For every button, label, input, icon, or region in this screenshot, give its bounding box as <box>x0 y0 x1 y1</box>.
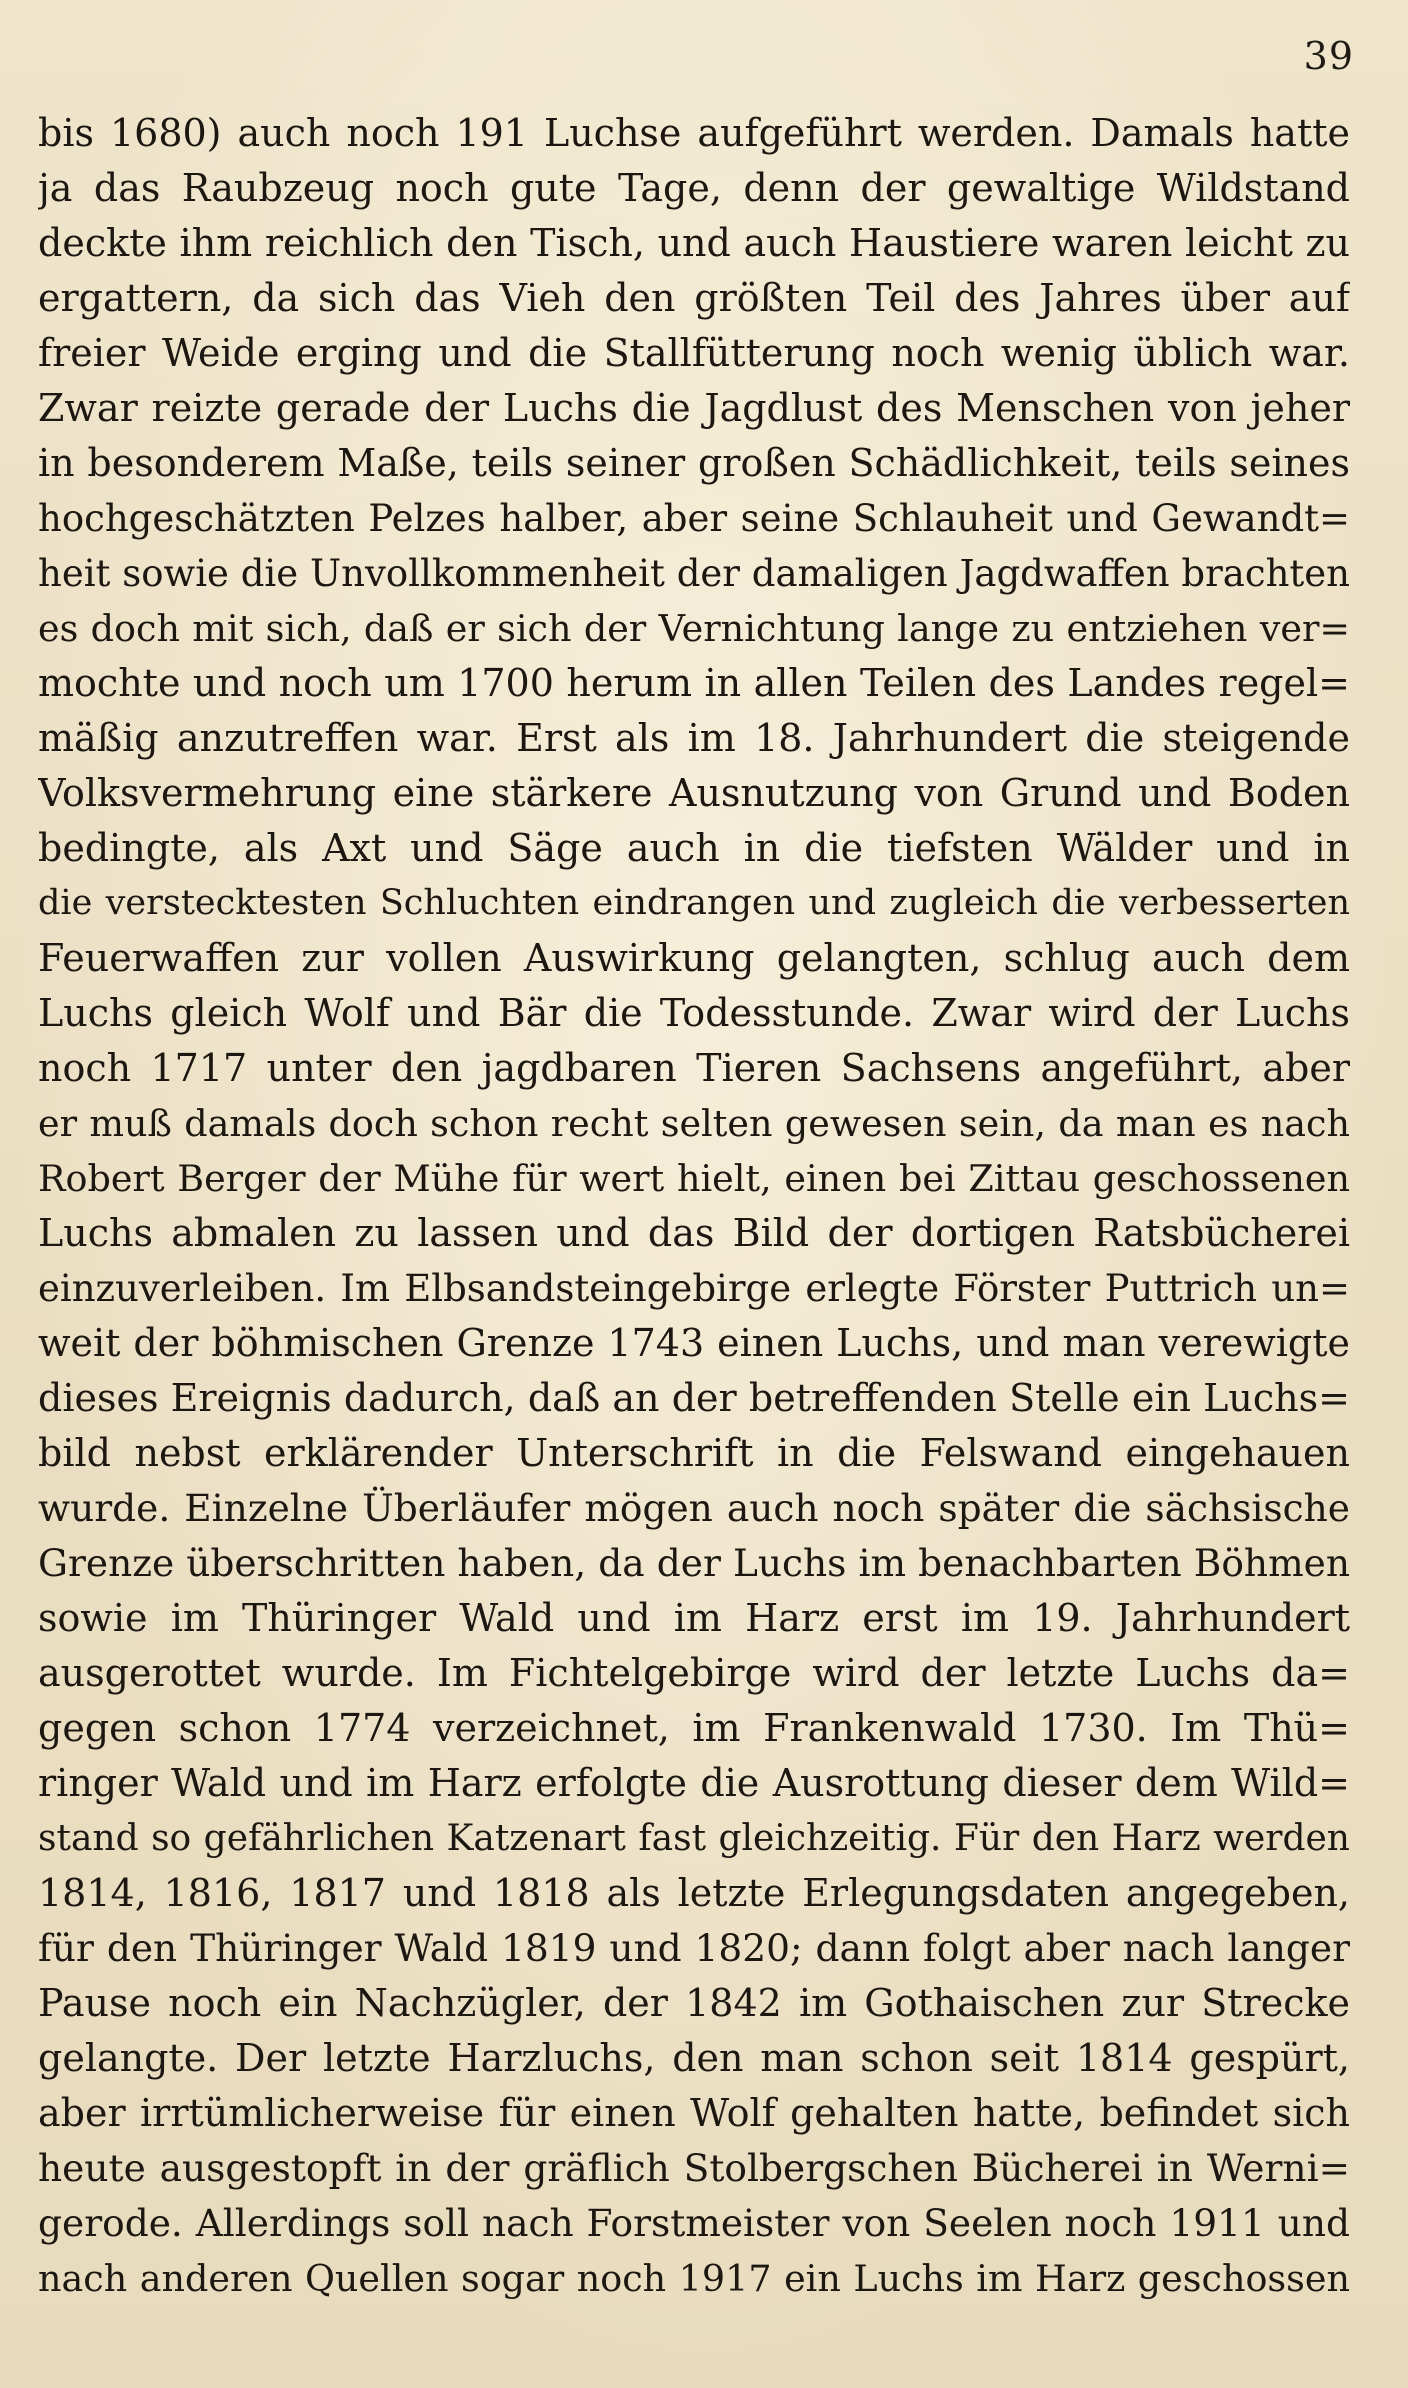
text-line: bedingte, als Axt und Säge auch in die tiefsten Wälder und in <box>38 826 1350 870</box>
text-line: noch 1717 unter den jagdbaren Tieren Sachsens angeführt, aber <box>38 1046 1350 1090</box>
text-line: in besonderem Maße, teils seiner großen Schädlichkeit, teils seines <box>38 441 1350 485</box>
text-line: Zwar reizte gerade der Luchs die Jagdlust des Menschen von jeher <box>38 386 1350 430</box>
text-line: er muß damals doch schon recht selten gewesen sein, da man es nach <box>38 1102 1350 1145</box>
text-line: bild nebst erklärender Unterschrift in die Felswand eingehauen <box>38 1431 1350 1475</box>
text-line: Feuerwaffen zur vollen Auswirkung gelangten, schlug auch dem <box>38 936 1350 980</box>
text-line: 1814, 1816, 1817 und 1818 als letzte Erlegungsdaten angegeben, <box>38 1871 1350 1915</box>
text-line: mochte und noch um 1700 herum in allen Teilen des Landes regel= <box>38 661 1350 705</box>
text-line: ja das Raubzeug noch gute Tage, denn der gewaltige Wildstand <box>38 166 1350 210</box>
text-line: weit der böhmischen Grenze 1743 einen Luchs, und man verewigte <box>38 1321 1350 1365</box>
page-number: 39 <box>1303 34 1354 78</box>
text-line: bis 1680) auch noch 191 Luchse aufgeführt werden. Damals hatte <box>38 111 1350 155</box>
text-line: deckte ihm reichlich den Tisch, und auch Haustiere waren leicht zu <box>38 221 1350 265</box>
text-line: für den Thüringer Wald 1819 und 1820; dann folgt aber nach langer <box>38 1926 1350 1970</box>
text-line: gerode. Allerdings soll nach Forstmeister von Seelen noch 1911 und <box>38 2201 1350 2245</box>
text-line: die verstecktesten Schluchten eindrangen und zugleich die verbesserten <box>38 883 1350 923</box>
text-line: Pause noch ein Nachzügler, der 1842 im Gothaischen zur Strecke <box>38 1981 1350 2025</box>
text-line: heute ausgestopft in der gräflich Stolbergschen Bücherei in Werni= <box>38 2146 1350 2190</box>
text-line: gelangte. Der letzte Harzluchs, den man schon seit 1814 gespürt, <box>38 2036 1350 2080</box>
text-line: stand so gefährlichen Katzenart fast gleichzeitig. Für den Harz werden <box>38 1818 1350 1859</box>
text-line: einzuverleiben. Im Elbsandsteingebirge erlegte Förster Puttrich un= <box>38 1267 1350 1310</box>
text-line: Grenze überschritten haben, da der Luchs im benachbarten Böhmen <box>38 1541 1350 1585</box>
text-line: Luchs gleich Wolf und Bär die Todesstunde. Zwar wird der Luchs <box>38 991 1350 1035</box>
text-line: mäßig anzutreffen war. Erst als im 18. Jahrhundert die steigende <box>38 716 1350 760</box>
text-line: Volksvermehrung eine stärkere Ausnutzung von Grund und Boden <box>38 771 1350 815</box>
text-line: Luchs abmalen zu lassen und das Bild der dortigen Ratsbücherei <box>38 1211 1350 1255</box>
text-line: sowie im Thüringer Wald und im Harz erst im 19. Jahrhundert <box>38 1596 1350 1640</box>
text-line: ergattern, da sich das Vieh den größten Teil des Jahres über auf <box>38 276 1350 320</box>
text-line: aber irrtümlicherweise für einen Wolf gehalten hatte, befindet sich <box>38 2091 1350 2135</box>
text-line: freier Weide erging und die Stallfütterung noch wenig üblich war. <box>38 331 1350 375</box>
text-line: wurde. Einzelne Überläufer mögen auch noch später die sächsische <box>38 1486 1350 1530</box>
text-line: ausgerottet wurde. Im Fichtelgebirge wird der letzte Luchs da= <box>38 1651 1350 1695</box>
text-line: ringer Wald und im Harz erfolgte die Ausrottung dieser dem Wild= <box>38 1761 1350 1805</box>
text-line: gegen schon 1774 verzeichnet, im Frankenwald 1730. Im Thü= <box>38 1706 1350 1750</box>
text-line: dieses Ereignis dadurch, daß an der betreffenden Stelle ein Luchs= <box>38 1376 1350 1420</box>
text-line: nach anderen Quellen sogar noch 1917 ein Luchs im Harz geschossen <box>38 2257 1350 2300</box>
text-line: hochgeschätzten Pelzes halber, aber seine Schlauheit und Gewandt= <box>38 497 1350 540</box>
text-line: heit sowie die Unvollkommenheit der damaligen Jagdwaffen brachten <box>38 552 1350 595</box>
text-line: es doch mit sich, daß er sich der Vernichtung lange zu entziehen ver= <box>38 607 1350 650</box>
body-text <box>38 106 1350 2306</box>
text-line: Robert Berger der Mühe für wert hielt, einen bei Zittau geschossenen <box>38 1157 1350 1200</box>
